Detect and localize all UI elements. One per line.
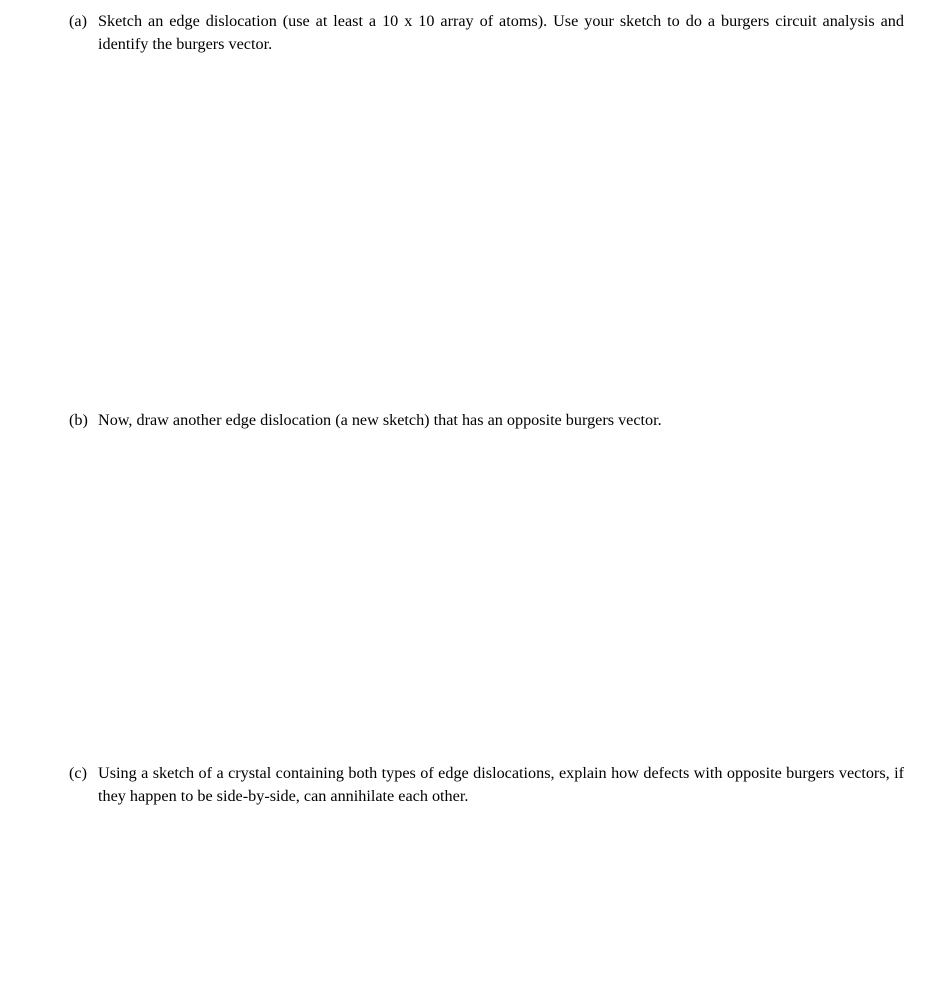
question-b-text: Now, draw another edge dislocation (a new sketch) that has an opposite burgers vector. <box>98 411 662 429</box>
question-c-label: (c) <box>69 764 87 782</box>
question-a <box>69 10 904 56</box>
question-a-label: (a) <box>69 12 87 30</box>
question-b <box>69 409 904 432</box>
question-b-label: (b) <box>69 411 88 429</box>
question-a-text: Sketch an edge dislocation (use at least a 10 x 10 array of atoms). Use your sketch to do a burgers circuit analysis and identify the burgers vector. <box>98 12 904 53</box>
question-c-text: Using a sketch of a crystal containing both types of edge dislocations, explain how defects with opposite burgers vectors, if they happen to be side-by-side, can annihilate each other. <box>98 764 904 805</box>
question-c <box>69 762 904 808</box>
